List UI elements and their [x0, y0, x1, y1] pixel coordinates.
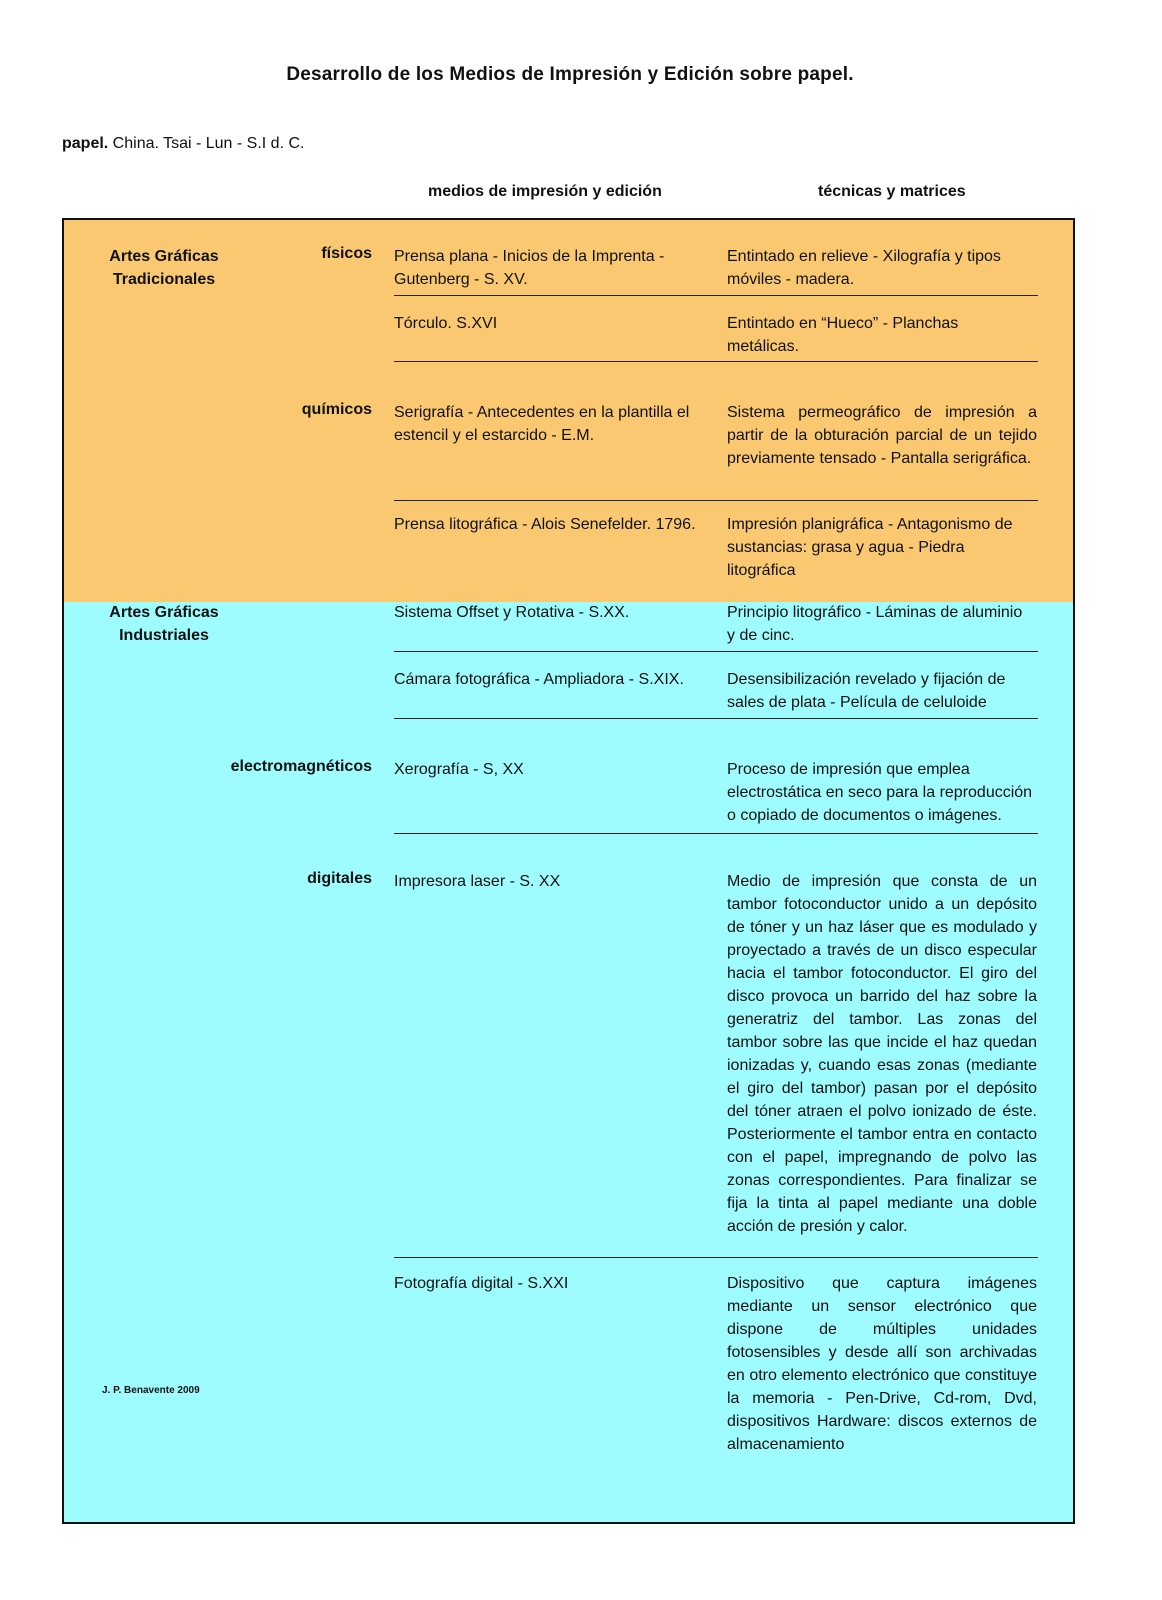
group-tradicionales: [94, 245, 234, 291]
group-tradicionales-line2: Tradicionales: [112, 271, 216, 288]
group-industriales-line2: Industriales: [119, 627, 209, 644]
subcategory-digitales: digitales: [307, 870, 372, 887]
row-6-tecnica: Desensibilización revelado y fijación de sales de plata - Película de celuloide: [727, 671, 1006, 711]
row-divider: [394, 718, 1038, 719]
row-8-tecnica: Medio de impresión que consta de un tambor fotoconductor unido a un depósito de tóner y un haz láser que es modulado y proyectado a través de un disco especular hacia el tambor fotoconductor. El giro del disco provoca un barrido del haz sobre la generatriz del tambor. Las zonas del tambor sobre las que incide el haz quedan ionizadas y, cuando esas zonas (mediante el giro del tambor) pasan por el depósito del tóner atraen el polvo ionizado de éste. Posteriormente el tambor entra en contacto con el papel, impregnando de polvo las zonas correspondientes. Para finalizar se fija la tinta al papel mediante una doble acción de presión y calor.: [727, 873, 1037, 1235]
header-medios: medios de impresión y edición: [428, 183, 662, 200]
printing-media-table: [62, 218, 1075, 1524]
row-2-tecnica: Entintado en “Hueco” - Planchas metálicas.: [727, 315, 959, 355]
subcategory-quimicos: químicos: [301, 401, 372, 418]
row-9-tecnica: Dispositivo que captura imágenes mediante un sensor electrónico que dispone de múltiples unidades fotosensibles y desde allí son archivadas en otro elemento electrónico que constituye la memoria - Pen-Drive, Cd-rom, Dvd, dispositivos Hardware: discos externos de almacenamiento: [727, 1275, 1037, 1453]
intro-text: China. Tsai - Lun - S.I d. C.: [108, 135, 305, 152]
row-3-tecnica: Sistema permeográfico de impresión a partir de la obturación parcial de un tejido previamente tensado - Pantalla serigráfica.: [727, 404, 1037, 467]
row-1-medio: Prensa plana - Inicios de la Imprenta - Gutenberg - S. XV.: [394, 248, 665, 288]
row-divider: [394, 500, 1038, 501]
row-7-tecnica: Proceso de impresión que emplea electrostática en seco para la reproducción o copiado de documentos o imágenes.: [727, 761, 1033, 824]
row-3-medio: Serigrafía - Antecedentes en la plantilla el estencil y el estarcido - E.M.: [394, 404, 690, 444]
row-7-medio: Xerografía - S, XX: [394, 761, 524, 778]
row-4-medio: Prensa litográfica - Alois Senefelder. 1796.: [394, 516, 696, 533]
row-divider: [394, 295, 1038, 296]
row-9-medio: Fotografía digital - S.XXI: [394, 1275, 569, 1292]
row-divider: [394, 833, 1038, 834]
row-2-medio: Tórculo. S.XVI: [394, 315, 498, 332]
group-tradicionales-line1: Artes Gráficas: [109, 248, 219, 265]
row-divider: [394, 361, 1038, 362]
subcategory-electromagneticos: electromagnéticos: [230, 758, 372, 775]
row-5-tecnica: Principio litográfico - Láminas de aluminio y de cinc.: [727, 604, 1023, 644]
row-4-tecnica: Impresión planigráfica - Antagonismo de sustancias: grasa y agua - Piedra litográfica: [727, 516, 1013, 579]
intro-line: [62, 135, 304, 153]
page-title: Desarrollo de los Medios de Impresión y Edición sobre papel.: [286, 64, 854, 85]
group-industriales: [94, 601, 234, 647]
row-divider: [394, 651, 1038, 652]
header-tecnicas: técnicas y matrices: [818, 183, 966, 200]
subcategory-fisicos: físicos: [321, 245, 372, 262]
row-divider: [394, 1257, 1038, 1258]
row-5-medio: Sistema Offset y Rotativa - S.XX.: [394, 604, 630, 621]
intro-bold: papel.: [62, 135, 109, 152]
author-credit: J. P. Benavente 2009: [102, 1385, 200, 1396]
row-8-medio: Impresora laser - S. XX: [394, 873, 561, 890]
group-industriales-line1: Artes Gráficas: [109, 604, 219, 621]
row-6-medio: Cámara fotográfica - Ampliadora - S.XIX.: [394, 671, 684, 688]
row-1-tecnica: Entintado en relieve - Xilografía y tipos móviles - madera.: [727, 248, 1001, 288]
